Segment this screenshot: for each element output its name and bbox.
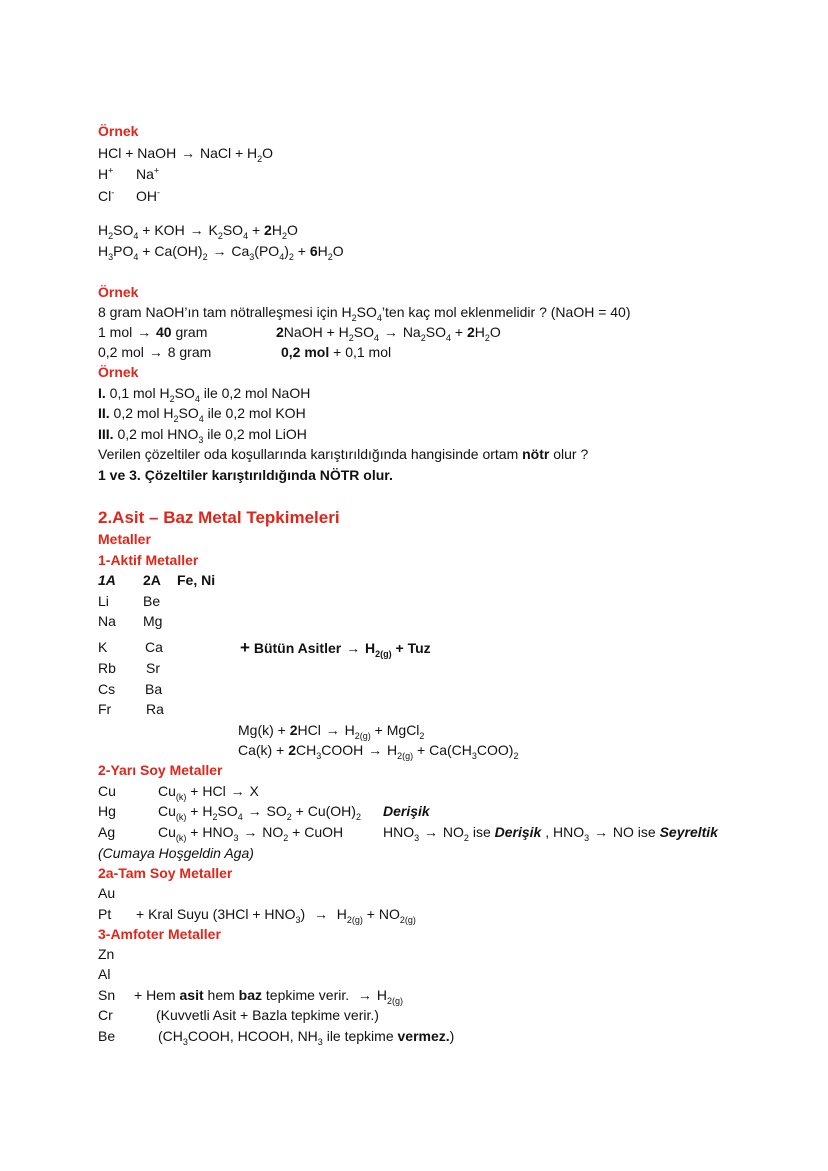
metal-symbol: Zn (98, 946, 115, 962)
subheading: 1-Aktif Metaller (98, 552, 199, 568)
metal-symbol: Be (98, 1028, 116, 1044)
metal-symbol: Ag (98, 824, 116, 840)
note-line: ($CH_3COOH$, HCOOH, $NH_3$ ile tepkime vermez.) (158, 1028, 455, 1047)
equation-line: $H_3PO_4 + Ca(OH)_2 \to Ca_3(PO_4)_2 + 6H_2O$ (98, 243, 344, 262)
reaction-rule: + Hem asit hem baz tepkime verir. → $H_{2(g)}$ (134, 987, 403, 1006)
solution-line: 0,2 mol → 8 gram (98, 344, 212, 360)
metal-symbol: Sr (146, 660, 160, 676)
metal-symbol: Na (98, 613, 116, 629)
metal-symbol: Al (98, 966, 111, 982)
metal-symbol: Cr (98, 1007, 113, 1023)
note-line: (Kuvvetli Asit + Bazla tepkime verir.) (156, 1007, 379, 1023)
section-heading: 2.Asit – Baz Metal Tepkimeleri (98, 508, 340, 527)
ion-line: Na+ (136, 165, 160, 182)
subheading: 3-Amfoter Metaller (98, 926, 221, 942)
subheading: 2a-Tam Soy Metaller (98, 865, 233, 881)
equation-line: + Kral Suyu $(3HCl + HNO_3) \to H_{2(g)} + NO_{2(g)}$ (136, 906, 416, 925)
note-line: $HNO_3 \to NO_2$ ise Derişik , $HNO_3$ → NO ise Seyreltik (383, 824, 718, 843)
equation-line: $Cu_{(k)} + H_2SO_4 \to SO_2 + Cu(OH)_2$ (158, 803, 361, 822)
metal-symbol: Au (98, 885, 116, 901)
subheading: 2-Yarı Soy Metaller (98, 762, 223, 778)
mnemonic: (Cumaya Hoşgeldin Aga) (98, 845, 254, 861)
metal-symbol: Be (143, 593, 161, 609)
equation-line: 2NaOH + $H_2SO_4 \to Na_2SO_4 + 2H_2O$ (276, 324, 501, 343)
solution-line: 0,2 mol + 0,1 mol (281, 344, 392, 360)
metal-symbol: Li (98, 593, 109, 609)
ion-line: H+ (98, 165, 114, 182)
metal-symbol: Sn (98, 987, 116, 1003)
metal-symbol: Pt (98, 906, 112, 922)
ion-line: Cl- (98, 187, 115, 204)
example-heading: Örnek (98, 284, 139, 300)
list-item: I. 0,1 mol $H_2SO_4$ ile 0,2 mol NaOH (98, 385, 311, 404)
group-label: 1A (98, 572, 116, 588)
metal-symbol: Fr (98, 701, 112, 717)
equation-line: $Mg(k) + 2HCl \to H_{2(g)}$ + MgCl$_2$ (238, 722, 425, 741)
ion-line: OH- (136, 187, 160, 204)
group-label: Fe, Ni (177, 572, 216, 588)
metal-symbol: Rb (98, 660, 116, 676)
note-label: Derişik (383, 803, 430, 819)
metal-symbol: Cs (98, 681, 116, 697)
solution-line: 1 mol → 40 gram (98, 324, 208, 340)
question-line: Verilen çözeltiler oda koşullarında karıştırıldığında hangisinde ortam nötr olur ? (98, 446, 589, 462)
example-heading: Örnek (98, 364, 139, 380)
reaction-rule: + Bütün Asitler → $H_{2(g)}$ + Tuz (240, 638, 431, 659)
metal-symbol: Hg (98, 803, 116, 819)
group-label: 2A (143, 572, 161, 588)
list-item: II. 0,2 mol $H_2SO_4$ ile 0,2 mol KOH (98, 405, 306, 424)
metal-symbol: Ba (145, 681, 163, 697)
subheading: Metaller (98, 531, 151, 547)
list-item: III. 0,2 mol $HNO_3$ ile 0,2 mol LiOH (98, 426, 307, 445)
metal-symbol: Mg (143, 613, 163, 629)
equation-line: HCl + NaOH → NaCl + $H_2O$ (98, 145, 274, 164)
metal-symbol: K (98, 639, 108, 655)
metal-symbol: Cu (98, 783, 116, 799)
equation-line: $Cu_{(k)} + HNO_3 \to NO_2$ + CuOH (158, 824, 344, 843)
answer-line: 1 ve 3. Çözeltiler karıştırıldığında NÖTR olur. (98, 467, 393, 483)
example-heading: Örnek (98, 123, 139, 139)
metal-symbol: Ra (146, 701, 164, 717)
question-line: 8 gram NaOH’ın tam nötralleşmesi için $H_2SO_4’ten$ kaç mol eklenmelidir ? (NaOH = 40) (98, 304, 631, 323)
metal-symbol: Ca (145, 639, 163, 655)
equation-line: $Ca(k) + 2CH_3COOH \to H_{2(g)} + Ca(CH_3COO)_2$ (238, 742, 519, 761)
equation-line: $Cu_{(k)}$ + HCl → X (158, 783, 259, 802)
equation-line: $H_2SO_4$ + KOH → $K_2SO_4 + 2H_2O$ (98, 222, 298, 241)
